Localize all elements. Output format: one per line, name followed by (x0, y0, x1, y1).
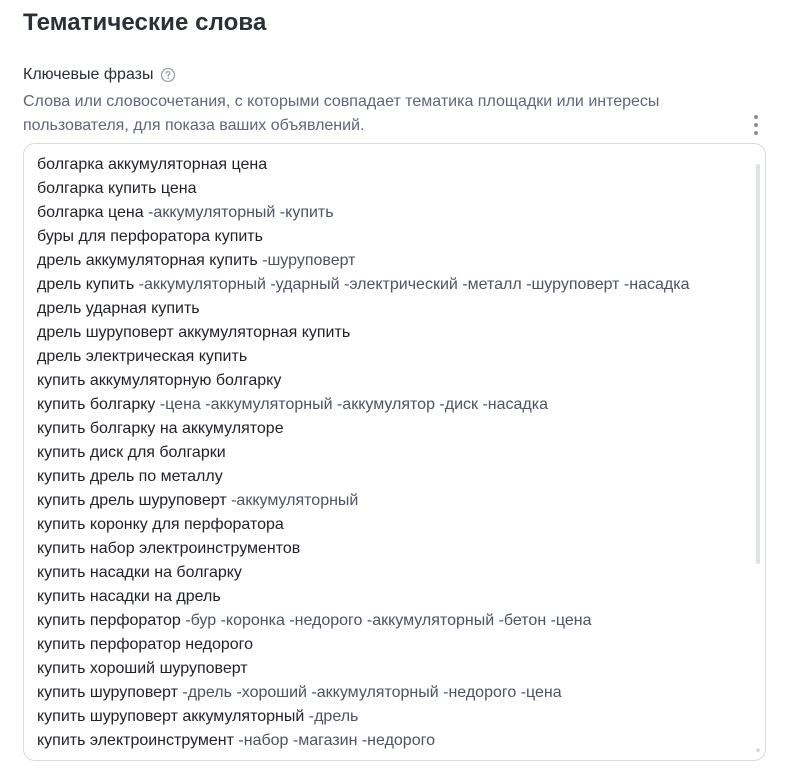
phrase-line (37, 153, 745, 177)
phrase-line (37, 513, 745, 537)
phrase-keywords: болгарка купить цена (37, 180, 197, 197)
phrase-negative-keywords: -аккумуляторный (226, 492, 359, 509)
phrase-line (37, 273, 745, 297)
kebab-vertical-icon[interactable] (746, 114, 766, 136)
phrase-keywords: купить хороший шуруповерт (37, 660, 248, 677)
phrase-keywords: дрель электрическая купить (37, 348, 248, 365)
phrase-line (37, 465, 745, 489)
phrase-negative-keywords: -аккумуляторный -ударный -электрический -металл -шуруповерт -насадка (134, 276, 690, 293)
phrase-keywords: купить шуруповерт аккумуляторный (37, 708, 305, 725)
phrase-line (37, 561, 745, 585)
question-circle-icon[interactable] (160, 67, 176, 83)
phrase-line (37, 393, 745, 417)
phrase-keywords: дрель шуруповерт аккумуляторная купить (37, 324, 351, 341)
phrase-keywords: дрель ударная купить (37, 300, 200, 317)
phrase-line (37, 441, 745, 465)
phrase-keywords: купить аккумуляторную болгарку (37, 372, 282, 389)
phrase-keywords: дрель купить (37, 276, 135, 293)
phrase-keywords: купить насадки на дрель (37, 588, 221, 605)
phrase-keywords: купить перфоратор недорого (37, 636, 254, 653)
phrase-line (37, 249, 745, 273)
phrase-line (37, 609, 745, 633)
phrase-keywords: купить насадки на болгарку (37, 564, 242, 581)
phrase-keywords: болгарка аккумуляторная цена (37, 156, 268, 173)
textarea-scrollbar[interactable] (756, 164, 760, 564)
phrase-keywords: купить коронку для перфоратора (37, 516, 284, 533)
phrase-line (37, 417, 745, 441)
phrase-keywords: дрель аккумуляторная купить (37, 252, 258, 269)
phrase-negative-keywords: -цена -аккумуляторный -аккумулятор -диск -насадка (155, 396, 548, 413)
field-label-row (23, 66, 176, 84)
phrase-line (37, 729, 745, 753)
phrase-negative-keywords: -дрель -хороший -аккумуляторный -недорого -цена (177, 684, 562, 701)
phrase-keywords: буры для перфоратора купить (37, 228, 263, 245)
phrase-line (37, 201, 745, 225)
phrase-keywords: купить дрель по металлу (37, 468, 223, 485)
phrase-keywords: купить диск для болгарки (37, 444, 226, 461)
field-description: Слова или словосочетания, с которыми совпадает тематика площадки или интересы пользователя, для показа ваших объявлений. (23, 93, 660, 134)
field-label: Ключевые фразы (23, 66, 154, 83)
phrase-line (37, 657, 745, 681)
phrase-keywords: купить шуруповерт (37, 684, 178, 701)
phrase-negative-keywords: -дрель (304, 708, 359, 725)
scroll-down-arrow-icon[interactable]: ▾ (755, 746, 760, 755)
phrase-list (37, 153, 745, 753)
phrase-line (37, 585, 745, 609)
phrase-keywords: купить болгарку на аккумуляторе (37, 420, 284, 437)
phrase-line (37, 369, 745, 393)
phrase-negative-keywords: -бур -коронка -недорого -аккумуляторный -бетон -цена (180, 612, 592, 629)
section-title: Тематические слова (23, 9, 267, 36)
phrase-line (37, 345, 745, 369)
phrase-negative-keywords: -набор -магазин -недорого (233, 732, 435, 749)
phrase-keywords: купить перфоратор (37, 612, 181, 629)
phrase-negative-keywords: -шуруповерт (257, 252, 356, 269)
phrase-keywords: купить набор электроинструментов (37, 540, 301, 557)
phrase-line (37, 225, 745, 249)
keyword-phrases-textarea[interactable] (23, 143, 766, 761)
phrase-negative-keywords: -аккумуляторный -купить (143, 204, 334, 221)
phrase-line (37, 705, 745, 729)
phrase-line (37, 489, 745, 513)
phrase-keywords: болгарка цена (37, 204, 144, 221)
phrase-line (37, 633, 745, 657)
phrase-keywords: купить дрель шуруповерт (37, 492, 227, 509)
phrase-line (37, 297, 745, 321)
phrase-line (37, 177, 745, 201)
phrase-keywords: купить болгарку (37, 396, 156, 413)
phrase-line (37, 681, 745, 705)
phrase-line (37, 537, 745, 561)
phrase-line (37, 321, 745, 345)
phrase-keywords: купить электроинструмент (37, 732, 234, 749)
